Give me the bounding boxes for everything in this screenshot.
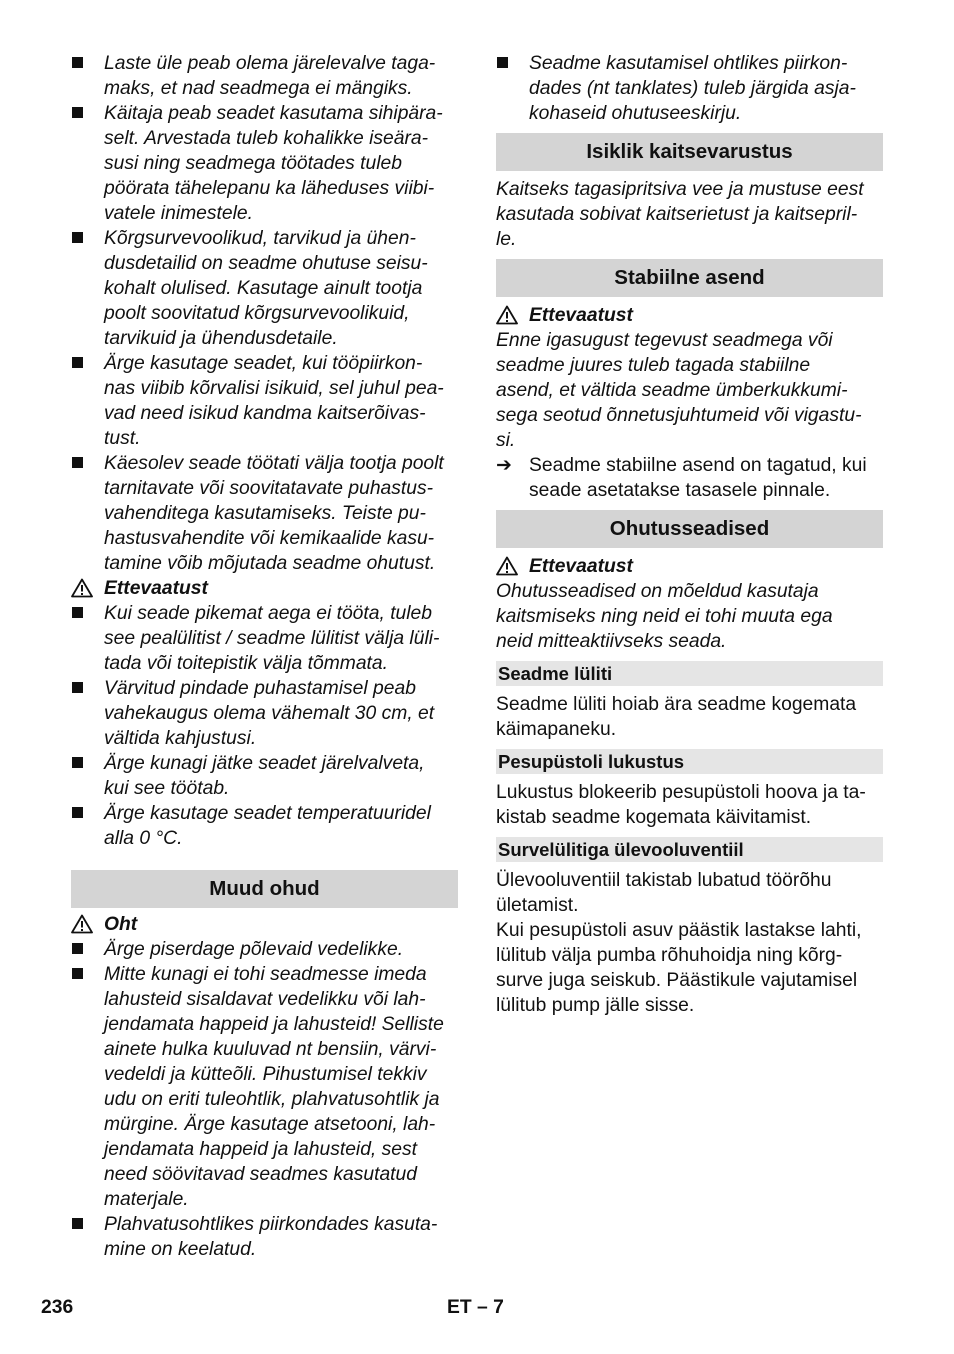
text-line: seadme juures tuleb tagada stabiilne	[496, 355, 811, 376]
text-line: Ärge kasutage seadet temperatuuridel	[104, 803, 431, 824]
warning-triangle-icon	[71, 578, 93, 598]
safety-devices-text	[496, 579, 883, 654]
text-line: Ülevooluventiil takistab lubatud töörõhu	[496, 870, 832, 891]
text-line: dades (nt tanklates) tuleb järgida asja-	[529, 78, 856, 99]
text-line: see pealülitist / seadme lülitist välja lüli-	[104, 628, 440, 649]
bullet-list-general	[71, 51, 458, 576]
text-line: Enne igasugust tegevust seadmega või	[496, 330, 833, 351]
text-line: vältida kahjustusi.	[104, 728, 257, 749]
warning-triangle-icon	[71, 914, 93, 934]
text-line: vahenditega kasutamiseks. Teiste pu-	[104, 503, 426, 524]
personal-protection-text	[496, 177, 883, 252]
text-line: vad need isikud kandma kaitserõivas-	[104, 403, 426, 424]
text-line: asend, et vältida seadme ümberkukkumi-	[496, 380, 848, 401]
text-line: Kaitseks tagasipritsiva vee ja mustuse eest	[496, 179, 864, 200]
text-line: Ohutusseadised on mõeldud kasutaja	[496, 581, 819, 602]
bullet-list-caution	[71, 601, 458, 851]
warning-triangle-icon	[496, 556, 518, 576]
text-line: Kui seade pikemat aega ei tööta, tuleb	[104, 603, 433, 624]
text-line: käimapaneku.	[496, 719, 617, 740]
text-line: Lukustus blokeerib pesupüstoli hoova ja ta-	[496, 782, 866, 803]
text-line: surve juga seiskub. Päästikule vajutamisel	[496, 970, 858, 991]
text-line: need söövitavad seadmes kasutatud	[104, 1164, 417, 1185]
list-item	[71, 937, 458, 962]
bullet-list-hazardous-areas	[496, 51, 883, 126]
text-line: Seadme lüliti hoiab ära seadme kogemata	[496, 694, 857, 715]
bullet-square-icon	[72, 968, 83, 979]
text-line: sega seotud õnnetusjuhtumeid või vigastu-	[496, 405, 862, 426]
gun-lock-text	[496, 780, 883, 830]
text-line: hastusvahendite või kemikaalide kasu-	[104, 528, 435, 549]
bullet-square-icon	[72, 1218, 83, 1229]
bullet-square-icon	[72, 607, 83, 618]
text-line: Mitte kunagi ei tohi seadmesse imeda	[104, 964, 427, 985]
list-item	[71, 751, 458, 801]
list-item	[71, 226, 458, 351]
text-line: Seadme kasutamisel ohtlikes piirkon-	[529, 53, 848, 74]
text-line: nas viibib kõrvalisi isikuid, sel juhul pea-	[104, 378, 444, 399]
section-reference: ET – 7	[447, 1297, 504, 1318]
overflow-valve-text-2	[496, 918, 883, 1018]
text-line: kohaseid ohutuseeskirju.	[529, 103, 742, 124]
text-line: neid mitteaktiivseks seada.	[496, 631, 727, 652]
bullet-square-icon	[72, 757, 83, 768]
text-line: ainete hulka kuuluvad nt bensiin, värvi-	[104, 1039, 437, 1060]
list-item	[71, 601, 458, 676]
list-item	[71, 101, 458, 226]
subheading-overflow-valve: Survelülitiga ülevooluventiil	[496, 837, 883, 862]
text-line: vahekaugus olema vähemalt 30 cm, et	[104, 703, 435, 724]
text-line: Kui pesupüstoli asuv päästik lastakse lahti,	[496, 920, 862, 941]
text-line: Värvitud pindade puhastamisel peab	[104, 678, 416, 699]
text-line: alla 0 °C.	[104, 828, 183, 849]
device-switch-text	[496, 692, 883, 742]
text-line: kistab seadme kogemata käivitamist.	[496, 807, 812, 828]
list-item	[71, 962, 458, 1212]
list-item	[71, 351, 458, 451]
bullet-square-icon	[72, 357, 83, 368]
text-line: vedeldi ja kütteõli. Pihustumisel tekkiv	[104, 1064, 427, 1085]
section-heading-safety-devices: Ohutusseadised	[496, 510, 883, 548]
list-item	[71, 801, 458, 851]
text-line: tamine võib mõjutada seadme ohutust.	[104, 553, 436, 574]
text-line: jendamata happeid ja lahusteid! Selliste	[104, 1014, 444, 1035]
text-line: si.	[496, 430, 516, 451]
text-line: lülitub pump jälle sisse.	[496, 995, 695, 1016]
warning-caution-1: Ettevaatust	[71, 576, 458, 601]
text-line: kohalt olulised. Kasutage ainult tootja	[104, 278, 423, 299]
warning-danger: Oht	[71, 912, 458, 937]
warning-triangle-icon	[496, 305, 518, 325]
text-line: Plahvatusohtlikes piirkondades kasuta-	[104, 1214, 438, 1235]
bullet-square-icon	[72, 943, 83, 954]
warning-caution-safety: Ettevaatust	[496, 554, 883, 579]
text-line: tust.	[104, 428, 141, 449]
bullet-square-icon	[72, 457, 83, 468]
text-line: tada või toitepistik välja tõmmata.	[104, 653, 388, 674]
subheading-gun-lock: Pesupüstoli lukustus	[496, 749, 883, 774]
stable-position-result	[496, 453, 883, 503]
text-line: kaitsmiseks ning neid ei tohi muuta ega	[496, 606, 833, 627]
text-line: selt. Arvestada tuleb kohalikke iseära-	[104, 128, 429, 149]
section-heading-stable-position: Stabiilne asend	[496, 259, 883, 297]
text-line: jendamata happeid ja lahusteid, sest	[104, 1139, 418, 1160]
text-line: pöörata tähelepanu ka läheduses viibi-	[104, 178, 435, 199]
list-item	[71, 676, 458, 751]
subheading-device-switch: Seadme lüliti	[496, 661, 883, 686]
text-line: le.	[496, 229, 517, 250]
list-item	[496, 51, 883, 126]
page-number: 236	[41, 1297, 74, 1318]
text-line: dusdetailid on seadme ohutuse seisu-	[104, 253, 428, 274]
warning-caution-stable: Ettevaatust	[496, 303, 883, 328]
text-line: vatele inimestele.	[104, 203, 253, 224]
text-line: Laste üle peab olema järelevalve taga-	[104, 53, 436, 74]
text-line: Seadme stabiilne asend on tagatud, kui	[529, 455, 867, 476]
section-heading-other-hazards: Muud ohud	[71, 870, 458, 908]
text-line: mine on keelatud.	[104, 1239, 257, 1260]
text-line: lülitub välja pumba rõhuhoidja ning kõrg-	[496, 945, 843, 966]
text-line: Käesolev seade töötati välja tootja poolt	[104, 453, 444, 474]
section-heading-personal-protective-equipment: Isiklik kaitsevarustus	[496, 133, 883, 171]
text-line: kasutada sobivat kaitserietust ja kaitsepril-	[496, 204, 858, 225]
text-line: kui see töötab.	[104, 778, 230, 799]
text-line: poolt soovitatud kõrgsurvevoolikuid,	[104, 303, 410, 324]
bullet-square-icon	[72, 107, 83, 118]
arrow-right-icon: ➔	[496, 455, 512, 476]
list-item	[71, 1212, 458, 1262]
text-line: mürgine. Ärge kasutage atsetooni, lah-	[104, 1114, 436, 1135]
text-line: tarvikuid ja ühendusdetaile.	[104, 328, 338, 349]
overflow-valve-text-1	[496, 868, 883, 918]
bullet-list-danger	[71, 937, 458, 1262]
text-line: tarnitavate või soovitatavate puhastus-	[104, 478, 434, 499]
text-line: Ärge piserdage põlevaid vedelikke.	[104, 939, 404, 960]
text-line: maks, et nad seadmega ei mängiks.	[104, 78, 413, 99]
text-line: seade asetatakse tasasele pinnale.	[529, 480, 831, 501]
bullet-square-icon	[72, 807, 83, 818]
text-line: materjale.	[104, 1189, 189, 1210]
text-line: ületamist.	[496, 895, 579, 916]
text-line: Ärge kasutage seadet, kui tööpiirkon-	[104, 353, 423, 374]
list-item	[71, 51, 458, 101]
stable-position-text	[496, 328, 883, 453]
bullet-square-icon	[72, 232, 83, 243]
bullet-square-icon	[497, 57, 508, 68]
text-line: susi ning seadmega töötades tuleb	[104, 153, 402, 174]
text-line: Käitaja peab seadet kasutama sihipära-	[104, 103, 443, 124]
bullet-square-icon	[72, 57, 83, 68]
text-line: Ärge kunagi jätke seadet järelvalveta,	[104, 753, 425, 774]
bullet-square-icon	[72, 682, 83, 693]
list-item	[71, 451, 458, 576]
right-column	[496, 51, 883, 1018]
text-line: udu on eriti tuleohtlik, plahvatusohtlik ja	[104, 1089, 440, 1110]
text-line: lahusteid sisaldavat vedelikku või lah-	[104, 989, 426, 1010]
left-column	[71, 51, 458, 1262]
text-line: Kõrgsurvevoolikud, tarvikud ja ühen-	[104, 228, 416, 249]
